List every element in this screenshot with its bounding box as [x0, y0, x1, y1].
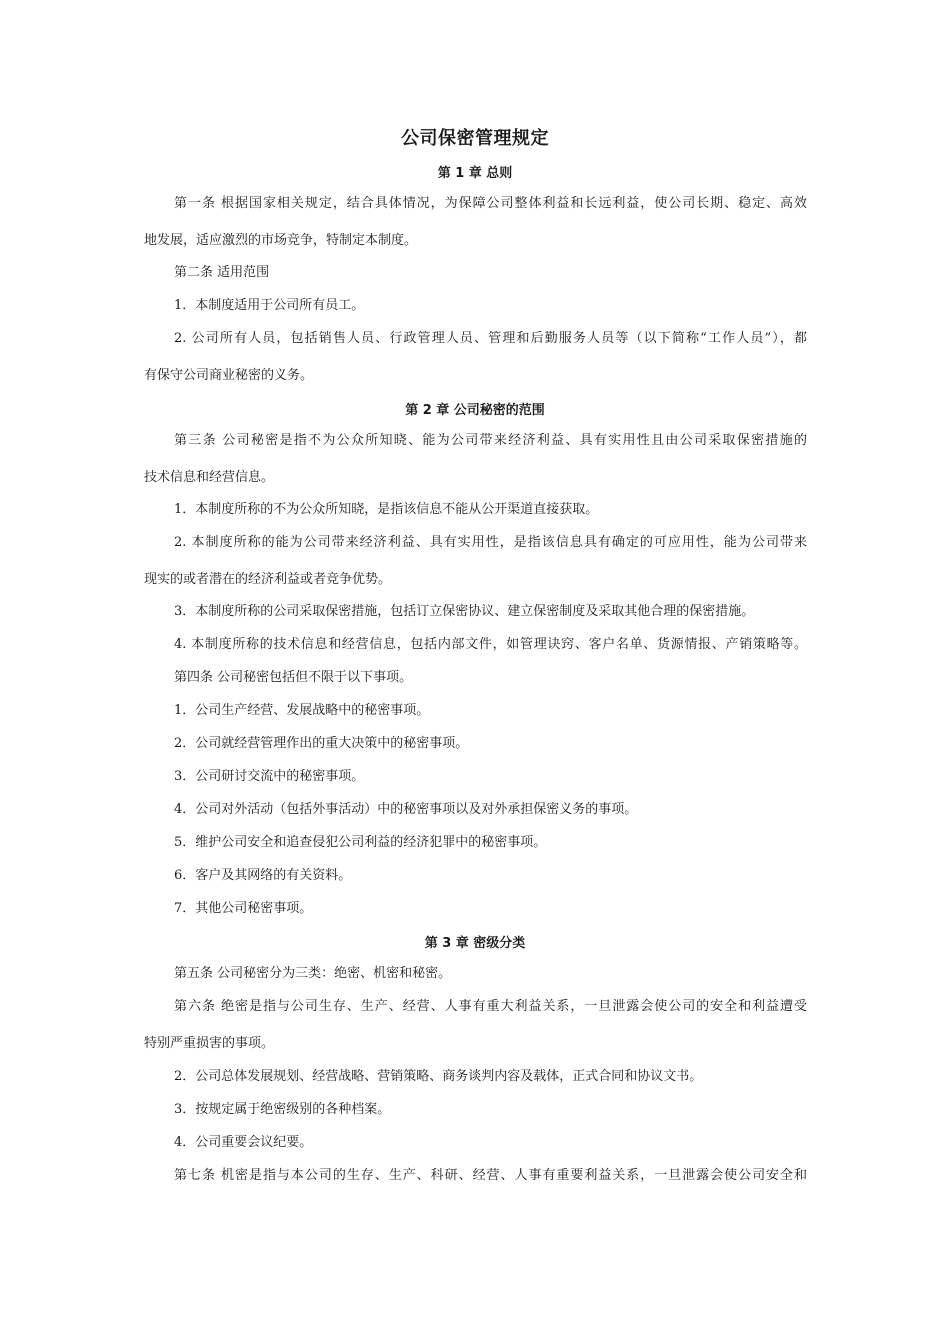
article-1-line-1: 第一条 根据国家相关规定，结合具体情况，为保障公司整体利益和长远利益，使公司长期、稳定、高效 — [174, 196, 807, 211]
article-4-item-5: 5．维护公司安全和追查侵犯公司利益的经济犯罪中的秘密事项。 — [174, 835, 547, 850]
document-title: 公司保密管理规定 — [401, 128, 549, 149]
article-2-item-2-line-1: 2. 公司所有人员，包括销售人员、行政管理人员、管理和后勤服务人员等（以下简称“工作人员”），都 — [174, 331, 807, 346]
article-3-line-2: 技术信息和经营信息。 — [144, 470, 275, 485]
article-4-heading: 第四条 公司秘密包括但不限于以下事项。 — [174, 670, 413, 685]
chapter-2-heading: 第 2 章 公司秘密的范围 — [405, 403, 545, 418]
article-6-line-2: 特别严重损害的事项。 — [144, 1036, 275, 1051]
article-3-item-2-line-1: 2. 本制度所称的能为公司带来经济利益、具有实用性，是指该信息具有确定的可应用性，能为公司带来 — [174, 535, 807, 550]
article-4-item-1: 1．公司生产经营、发展战略中的秘密事项。 — [174, 703, 430, 718]
article-6-item-4: 4．公司重要会议纪要。 — [174, 1135, 313, 1150]
article-5: 第五条 公司秘密分为三类：绝密、机密和秘密。 — [174, 966, 452, 981]
article-1-line-2: 地发展，适应激烈的市场竞争，特制定本制度。 — [144, 233, 418, 248]
article-2-heading: 第二条 适用范围 — [174, 265, 270, 280]
chapter-1-heading: 第 1 章 总则 — [437, 166, 513, 181]
article-7-line-1: 第七条 机密是指与本公司的生存、生产、科研、经营、人事有重要利益关系，一旦泄露会使公司安全和 — [174, 1168, 807, 1183]
article-3-item-2-line-2: 现实的或者潜在的经济利益或者竞争优势。 — [144, 572, 392, 587]
article-3-item-1: 1．本制度所称的不为公众所知晓，是指该信息不能从公开渠道直接获取。 — [174, 502, 599, 517]
article-6-item-2: 2．公司总体发展规划、经营战略、营销策略、商务谈判内容及载体，正式合同和协议文书。 — [174, 1069, 703, 1084]
article-4-item-4: 4．公司对外活动（包括外事活动）中的秘密事项以及对外承担保密义务的事项。 — [174, 802, 638, 817]
article-4-item-6: 6．客户及其网络的有关资料。 — [174, 868, 352, 883]
article-2-item-2-line-2: 有保守公司商业秘密的义务。 — [144, 368, 314, 383]
article-4-item-2: 2．公司就经营管理作出的重大决策中的秘密事项。 — [174, 736, 469, 751]
article-3-line-1: 第三条 公司秘密是指不为公众所知晓、能为公司带来经济利益、具有实用性且由公司采取保密措施的 — [174, 433, 807, 448]
article-4-item-3: 3．公司研讨交流中的秘密事项。 — [174, 769, 365, 784]
article-4-item-7: 7．其他公司秘密事项。 — [174, 901, 313, 916]
article-3-item-4: 4. 本制度所称的技术信息和经营信息，包括内部文件，如管理诀窍、客户名单、货源情报、产销策略等。 — [174, 637, 807, 652]
article-6-line-1: 第六条 绝密是指与公司生存、生产、经营、人事有重大利益关系，一旦泄露会使公司的安全和利益遭受 — [174, 999, 807, 1014]
chapter-3-heading: 第 3 章 密级分类 — [424, 936, 526, 951]
article-2-item-1: 1．本制度适用于公司所有员工。 — [174, 298, 365, 313]
article-3-item-3: 3．本制度所称的公司采取保密措施，包括订立保密协议、建立保密制度及采取其他合理的保密措施。 — [174, 604, 755, 619]
article-6-item-3: 3．按规定属于绝密级别的各种档案。 — [174, 1102, 391, 1117]
